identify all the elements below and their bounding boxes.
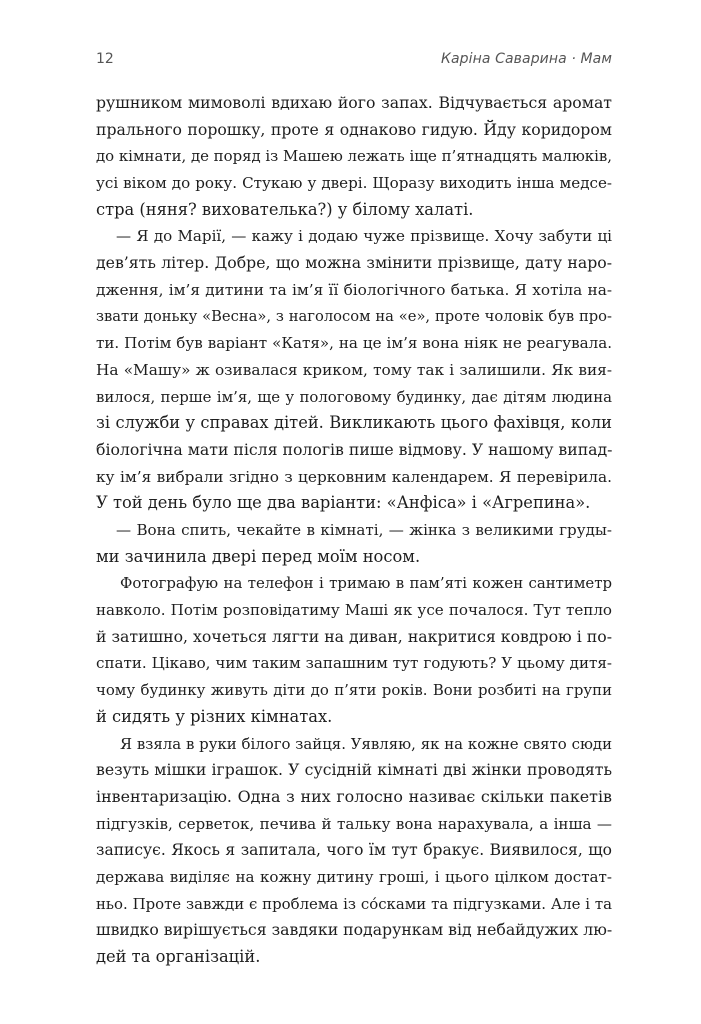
text-line: дев’ять літер. Добре, що можна змінити прізвище, дату наро- [96,253,612,273]
text-line: чому будинку живуть діти до п’яти років. Вони розбиті на групи [96,681,612,700]
text-line: інвентаризацію. Одна з них голосно називає скільки пакетів [96,786,612,806]
text-line: дження, ім’я дитини та ім’я її біологічного батька. Я хотіла на- [96,280,612,299]
text-line: записує. Якось я запитала, чого їм тут бракує. Виявилося, що [96,841,612,860]
text-line: стра (няня? вихователька?) у білому халаті. [96,199,474,219]
text-line: везуть мішки іграшок. У сусідній кімнаті дві жінки проводять [96,760,612,780]
text-line: — Вона спить, чекайте в кімнаті, — жінка з великими груды- [116,521,612,539]
text-line: спати. Цікаво, чим таким запашним тут годують? У цьому дитя- [96,654,612,673]
text-line: біологічна мати після пологів пише відмову. У нашому випад- [96,439,612,459]
text-line: держава виділяє на кожну дитину гроші, і цього цілком достат- [96,867,612,886]
text-line: Фотографую на телефон і тримаю в пам’яті кожен сантиметр [120,574,612,593]
text-line: звати доньку «Весна», з наголосом на «е», проте чоловік був про- [96,307,612,325]
text-line: усі віком до року. Стукаю у двері. Щоразу виходить інша медсе- [96,174,612,193]
text-line: швидко вирішується завдяки подарункам від небайдужих лю- [96,920,612,940]
text-line: ми зачинила двері перед моїм носом. [96,546,421,566]
text-line: прального порошку, проте я однаково гидую. Йду коридором [96,119,612,139]
text-line: ти. Потім був варіант «Катя», на це ім’я вона ніяк не реагувала. [96,334,612,353]
text-line: ньо. Проте завжди є проблема із со́сками та підгузками. Але і та [96,894,612,913]
text-line: навколо. Потім розповідатиму Маші як усе почалося. Тут тепло [96,601,612,620]
text-line: й сидять у різних кімнатах. [96,706,333,726]
page-header [96,51,612,73]
page-number: 12 [96,51,114,67]
text-line: Я взяла в руки білого зайця. Уявляю, як на кожне свято сюди [120,734,612,753]
text-line: підгузків, серветок, печива й тальку вона нарахувала, а інша — [96,814,612,833]
text-line: рушником мимоволі вдихаю його запах. Відчувається аромат [96,93,612,112]
text-line: й затишно, хочеться лягти на диван, накритися ковдрою і по- [96,626,612,646]
text-line: На «Машу» ж озивалася криком, тому так і залишили. Як вия- [96,360,612,379]
text-line: до кімнати, де поряд із Машею лежать іще п’ятнадцять малюків, [96,147,612,166]
text-line: ку ім’я вибрали згідно з церковним календарем. Я перевірила. [96,467,612,486]
body-text [96,90,612,971]
text-line: — Я до Марії, — кажу і додаю чуже прізвище. Хочу забути ці [116,227,612,246]
text-line: У той день було ще два варіанти: «Анфіса» і «Агрепина». [96,493,591,513]
text-line: дей та організацій. [96,947,261,966]
text-line: вилося, перше ім’я, ще у пологовому будинку, дає дітям людина [96,387,612,406]
running-title: Каріна Саварина · Мам [440,51,612,67]
text-line: зі служби у справах дітей. Викликають цього фахівця, коли [96,413,612,433]
